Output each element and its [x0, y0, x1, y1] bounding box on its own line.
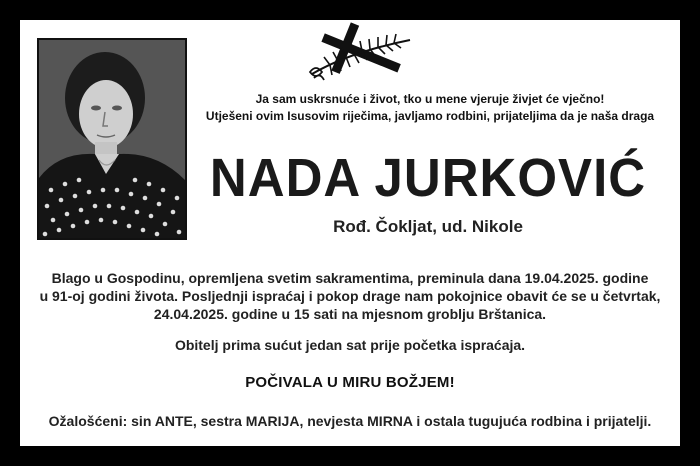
portrait-photo: [37, 38, 187, 240]
quote-line-1: Ja sam uskrsnuće i život, tko u mene vjeruje živjet će vječno!: [255, 92, 605, 106]
quote-line-2: Utješeni ovim Isusovim riječima, javljamo rodbini, prijateljima da je naša draga: [205, 109, 655, 123]
deceased-name: NADA JURKOVIĆ: [209, 147, 647, 208]
obituary-card: [20, 20, 680, 446]
cross-with-palm-icon: [300, 22, 420, 84]
announcement-line-3: 24.04.2025. godine u 15 sati na mjesnom groblju Brštanica.: [153, 306, 547, 322]
announcement-text: [20, 269, 680, 323]
announcement-line-2: u 91-oj godini života. Posljednji ispraćaj i pokop drage nam pokojnice obavit će se u četvrtak,: [39, 288, 661, 304]
reception-note: Obitelj prima sućut jedan sat prije početka ispraćaja.: [174, 337, 526, 353]
rest-in-peace: POČIVALA U MIRU BOŽJEM!: [245, 374, 455, 391]
announcement-line-1: Blago u Gospodinu, opremljena svetim sakramentima, preminula dana 19.04.2025. godine: [51, 270, 649, 286]
mourners-line: Ožalošćeni: sin ANTE, sestra MARIJA, nevjesta MIRNA i ostala tugujuća rodbina i prijatelji.: [48, 413, 652, 429]
birth-line: Rođ. Čokljat, ud. Nikole: [333, 217, 523, 236]
